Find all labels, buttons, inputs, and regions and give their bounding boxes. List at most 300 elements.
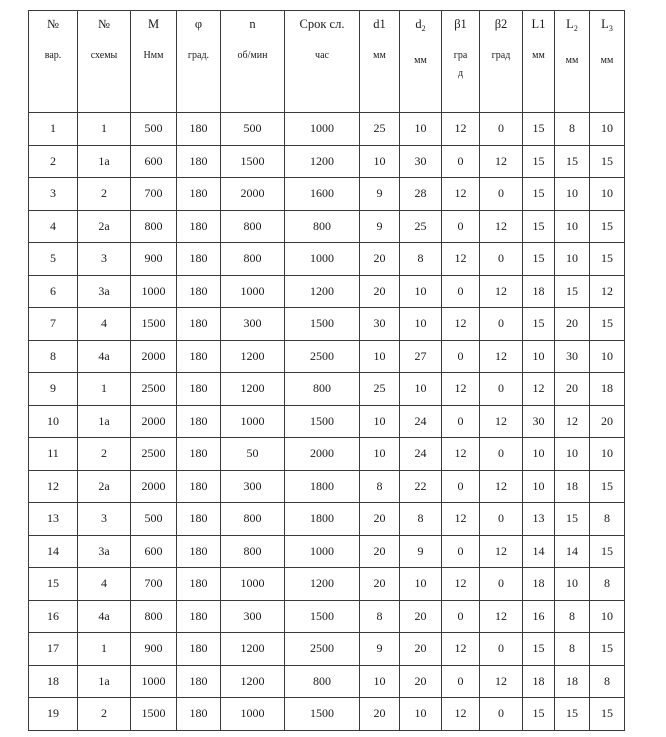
table-cell: 12 [480,665,523,698]
column-header [523,11,555,113]
table-cell: 180 [177,308,221,341]
table-cell: 180 [177,210,221,243]
column-title [29,17,77,31]
table-cell: 0 [442,535,480,568]
table-cell: 18 [29,665,78,698]
column-title-text: M [147,17,160,31]
table-cell: 18 [523,665,555,698]
column-title [590,17,624,36]
table-cell: 2000 [131,405,177,438]
table-cell: 10 [590,178,625,211]
table-cell: 20 [400,633,442,666]
table-cell: 1500 [131,698,177,731]
table-cell: 15 [523,698,555,731]
column-unit-continued: д [457,68,464,79]
table-cell: 15 [523,113,555,146]
table-cell: 1 [78,113,131,146]
table-cell: 1000 [285,243,360,276]
table-cell: 10 [400,308,442,341]
table-cell: 20 [360,535,400,568]
table-cell: 2а [78,470,131,503]
table-cell: 0 [480,113,523,146]
table-cell: 1500 [285,308,360,341]
table-cell: 0 [442,665,480,698]
table-cell: 5 [29,243,78,276]
table-cell: 20 [360,503,400,536]
table-cell: 0 [480,373,523,406]
table-cell: 2500 [131,373,177,406]
column-title [523,17,554,31]
table-cell: 180 [177,438,221,471]
column-title [555,17,589,36]
table-cell: 0 [480,633,523,666]
table-cell: 12 [442,373,480,406]
column-title-text: β1 [454,17,467,31]
table-cell: 25 [400,210,442,243]
table-cell: 1000 [221,568,285,601]
table-cell: 12 [480,405,523,438]
table-row [29,210,625,243]
table-cell: 10 [360,438,400,471]
table-cell: 1200 [285,568,360,601]
table-cell: 1 [78,373,131,406]
column-title-text: n [249,17,256,31]
table-cell: 15 [590,535,625,568]
table-cell: 12 [442,438,480,471]
table-cell: 1а [78,665,131,698]
table-cell: 8 [400,503,442,536]
table-cell: 800 [131,210,177,243]
table-row [29,470,625,503]
table-row [29,535,625,568]
column-header [555,11,590,113]
table-cell: 800 [221,243,285,276]
column-unit: мм [414,55,427,66]
column-title-text: L1 [531,17,546,31]
table-cell: 700 [131,178,177,211]
column-title [221,17,284,31]
table-cell: 14 [555,535,590,568]
table-cell: 0 [442,405,480,438]
table-cell: 30 [400,145,442,178]
column-unit: час [315,50,329,61]
table-cell: 18 [523,568,555,601]
table-cell: 30 [360,308,400,341]
table-cell: 180 [177,145,221,178]
table-cell: 180 [177,698,221,731]
table-cell: 15 [523,178,555,211]
table-cell: 0 [442,275,480,308]
table-cell: 20 [360,243,400,276]
table-cell: 3 [29,178,78,211]
table-cell: 20 [555,373,590,406]
table-cell: 10 [360,145,400,178]
table-cell: 9 [360,178,400,211]
table-cell: 15 [523,633,555,666]
column-title [360,17,399,31]
table-cell: 900 [131,633,177,666]
table-cell: 10 [590,438,625,471]
column-header [442,11,480,113]
column-unit: град. [187,50,210,61]
table-row [29,308,625,341]
table-cell: 2000 [285,438,360,471]
table-cell: 800 [131,600,177,633]
table-cell: 10 [590,113,625,146]
table-cell: 20 [360,568,400,601]
table-cell: 15 [523,210,555,243]
table-cell: 10 [360,665,400,698]
table-cell: 800 [285,373,360,406]
table-cell: 12 [442,698,480,731]
table-cell: 12 [480,210,523,243]
table-cell: 24 [400,405,442,438]
table-cell: 2а [78,210,131,243]
table-cell: 4 [78,308,131,341]
table-cell: 12 [442,243,480,276]
table-cell: 0 [480,698,523,731]
column-title-text: d1 [373,17,386,31]
table-cell: 1500 [285,698,360,731]
column-unit: Нмм [143,50,164,61]
table-cell: 10 [360,340,400,373]
table-cell: 9 [360,633,400,666]
table-cell: 25 [360,373,400,406]
table-cell: 180 [177,113,221,146]
table-cell: 50 [221,438,285,471]
table-cell: 180 [177,568,221,601]
column-title-subscript: 2 [573,24,578,33]
table-cell: 13 [29,503,78,536]
table-cell: 14 [523,535,555,568]
table-cell: 18 [555,665,590,698]
table-cell: 700 [131,568,177,601]
table-cell: 12 [442,568,480,601]
table-cell: 8 [400,243,442,276]
table-cell: 2000 [131,470,177,503]
column-title-subscript: 2 [421,24,426,33]
table-cell: 2 [29,145,78,178]
table-cell: 10 [400,698,442,731]
table-cell: 15 [555,503,590,536]
column-title [177,17,220,31]
table-cell: 3 [78,503,131,536]
table-cell: 180 [177,470,221,503]
column-header [400,11,442,113]
table-cell: 0 [442,210,480,243]
table-cell: 9 [360,210,400,243]
table-cell: 18 [555,470,590,503]
table-cell: 8 [590,503,625,536]
column-header [480,11,523,113]
table-cell: 180 [177,243,221,276]
table-cell: 2 [78,698,131,731]
table-cell: 1000 [131,665,177,698]
table-cell: 4 [78,568,131,601]
table-cell: 12 [480,600,523,633]
table-cell: 900 [131,243,177,276]
table-cell: 20 [400,665,442,698]
table-cell: 25 [360,113,400,146]
table-cell: 2500 [285,340,360,373]
table-cell: 2 [78,178,131,211]
table-cell: 8 [590,568,625,601]
table-cell: 1200 [285,275,360,308]
table-cell: 1600 [285,178,360,211]
table-cell: 15 [590,145,625,178]
table-cell: 180 [177,503,221,536]
table-row [29,633,625,666]
table-cell: 10 [400,373,442,406]
table-cell: 20 [400,600,442,633]
column-title-text: d [415,17,422,31]
table-cell: 10 [523,470,555,503]
table-cell: 1000 [221,698,285,731]
table-cell: 8 [555,633,590,666]
table-cell: 0 [480,243,523,276]
table-cell: 800 [221,535,285,568]
table-cell: 12 [442,633,480,666]
table-cell: 2000 [221,178,285,211]
table-cell: 12 [480,275,523,308]
table-row [29,340,625,373]
table-cell: 20 [555,308,590,341]
table-cell: 15 [590,210,625,243]
table-cell: 12 [29,470,78,503]
table-cell: 180 [177,373,221,406]
column-header [78,11,131,113]
table-cell: 800 [221,503,285,536]
table-cell: 12 [480,535,523,568]
column-unit: вар. [44,50,62,61]
column-title-text: № [47,17,59,31]
table-cell: 0 [442,470,480,503]
table-cell: 1000 [221,405,285,438]
table-cell: 180 [177,535,221,568]
table-cell: 3а [78,535,131,568]
table-row [29,698,625,731]
table-cell: 10 [590,600,625,633]
table-cell: 10 [360,405,400,438]
table-cell: 180 [177,340,221,373]
table-row [29,503,625,536]
table-cell: 8 [360,470,400,503]
table-cell: 1а [78,145,131,178]
table-cell: 10 [29,405,78,438]
table-cell: 12 [442,178,480,211]
table-row [29,600,625,633]
table-row [29,405,625,438]
table-cell: 13 [523,503,555,536]
table-cell: 0 [480,568,523,601]
table-cell: 22 [400,470,442,503]
table-cell: 10 [400,113,442,146]
table-cell: 20 [360,275,400,308]
table-cell: 4а [78,600,131,633]
column-title-text: № [98,17,110,31]
table-row [29,113,625,146]
column-unit: об/мин [237,50,268,61]
table-cell: 14 [29,535,78,568]
table-cell: 180 [177,178,221,211]
table-cell: 800 [285,665,360,698]
table-cell: 1200 [221,340,285,373]
table-cell: 2500 [285,633,360,666]
table-cell: 2 [78,438,131,471]
table-cell: 15 [555,698,590,731]
table-cell: 4а [78,340,131,373]
table-cell: 12 [480,145,523,178]
table-cell: 800 [221,210,285,243]
table-cell: 15 [590,243,625,276]
table-cell: 3а [78,275,131,308]
table-cell: 180 [177,600,221,633]
table-cell: 12 [480,340,523,373]
table-cell: 180 [177,275,221,308]
table-cell: 1 [78,633,131,666]
column-unit: мм [373,50,386,61]
table-cell: 15 [590,633,625,666]
table-cell: 1800 [285,503,360,536]
table-cell: 12 [442,113,480,146]
table-cell: 1000 [285,113,360,146]
table-cell: 12 [442,503,480,536]
table-cell: 12 [523,373,555,406]
column-header [285,11,360,113]
table-cell: 180 [177,405,221,438]
table-row [29,568,625,601]
table-cell: 10 [555,568,590,601]
header-row [29,11,625,113]
table-cell: 0 [480,178,523,211]
table-cell: 15 [523,243,555,276]
table-cell: 18 [523,275,555,308]
column-title [285,17,359,31]
column-title-text: β2 [494,17,508,31]
column-title [400,17,441,36]
table-cell: 1500 [285,405,360,438]
table-cell: 800 [285,210,360,243]
table-cell: 300 [221,470,285,503]
table-cell: 1000 [285,535,360,568]
column-title-text: L [601,17,609,31]
table-cell: 11 [29,438,78,471]
table-body [29,113,625,731]
table-cell: 1000 [221,275,285,308]
table-cell: 1200 [221,373,285,406]
table-cell: 19 [29,698,78,731]
table-cell: 30 [523,405,555,438]
table-cell: 15 [555,145,590,178]
column-title-text: Срок сл. [299,17,345,31]
table-cell: 300 [221,600,285,633]
column-title [131,17,176,31]
column-header [177,11,221,113]
table-cell: 2000 [131,340,177,373]
column-title-text: L [566,17,574,31]
table-row [29,665,625,698]
table-cell: 300 [221,308,285,341]
table-cell: 10 [555,243,590,276]
column-header [29,11,78,113]
table-cell: 8 [360,600,400,633]
table-cell: 0 [480,503,523,536]
table-row [29,145,625,178]
table-cell: 15 [555,275,590,308]
table-cell: 8 [590,665,625,698]
table-cell: 15 [590,308,625,341]
table-cell: 1200 [221,665,285,698]
table-cell: 6 [29,275,78,308]
table-cell: 180 [177,633,221,666]
table-cell: 180 [177,665,221,698]
column-title [442,17,479,31]
table-cell: 27 [400,340,442,373]
column-header [221,11,285,113]
table-cell: 24 [400,438,442,471]
table-cell: 18 [590,373,625,406]
table-cell: 8 [555,600,590,633]
table-cell: 3 [78,243,131,276]
table-cell: 10 [555,438,590,471]
table-cell: 1 [29,113,78,146]
table-cell: 10 [555,178,590,211]
table-cell: 12 [590,275,625,308]
table-cell: 12 [442,308,480,341]
table-cell: 10 [400,275,442,308]
table-cell: 1500 [285,600,360,633]
table-cell: 9 [29,373,78,406]
table-cell: 16 [523,600,555,633]
table-cell: 15 [590,698,625,731]
table-cell: 15 [523,145,555,178]
column-unit: мм [565,55,579,66]
column-unit: мм [532,50,545,61]
table-cell: 20 [360,698,400,731]
column-unit: схемы [90,50,118,61]
table-cell: 600 [131,535,177,568]
table-cell: 0 [442,600,480,633]
table-cell: 1000 [131,275,177,308]
table-cell: 0 [442,145,480,178]
column-unit: град [491,50,511,61]
table-cell: 4 [29,210,78,243]
table-cell: 1а [78,405,131,438]
table-cell: 20 [590,405,625,438]
table-cell: 2500 [131,438,177,471]
column-unit: мм [600,55,614,66]
table-cell: 0 [480,438,523,471]
table-cell: 17 [29,633,78,666]
table-cell: 1500 [131,308,177,341]
table-cell: 0 [480,308,523,341]
table-cell: 10 [523,340,555,373]
table-cell: 9 [400,535,442,568]
table-cell: 500 [221,113,285,146]
table-cell: 1200 [221,633,285,666]
variants-table [28,10,625,731]
column-title-subscript: 3 [608,24,613,33]
column-header [360,11,400,113]
table-cell: 15 [29,568,78,601]
table-cell: 16 [29,600,78,633]
table-cell: 500 [131,113,177,146]
table-cell: 15 [590,470,625,503]
column-header [131,11,177,113]
table-row [29,178,625,211]
table-cell: 28 [400,178,442,211]
table-cell: 1200 [285,145,360,178]
